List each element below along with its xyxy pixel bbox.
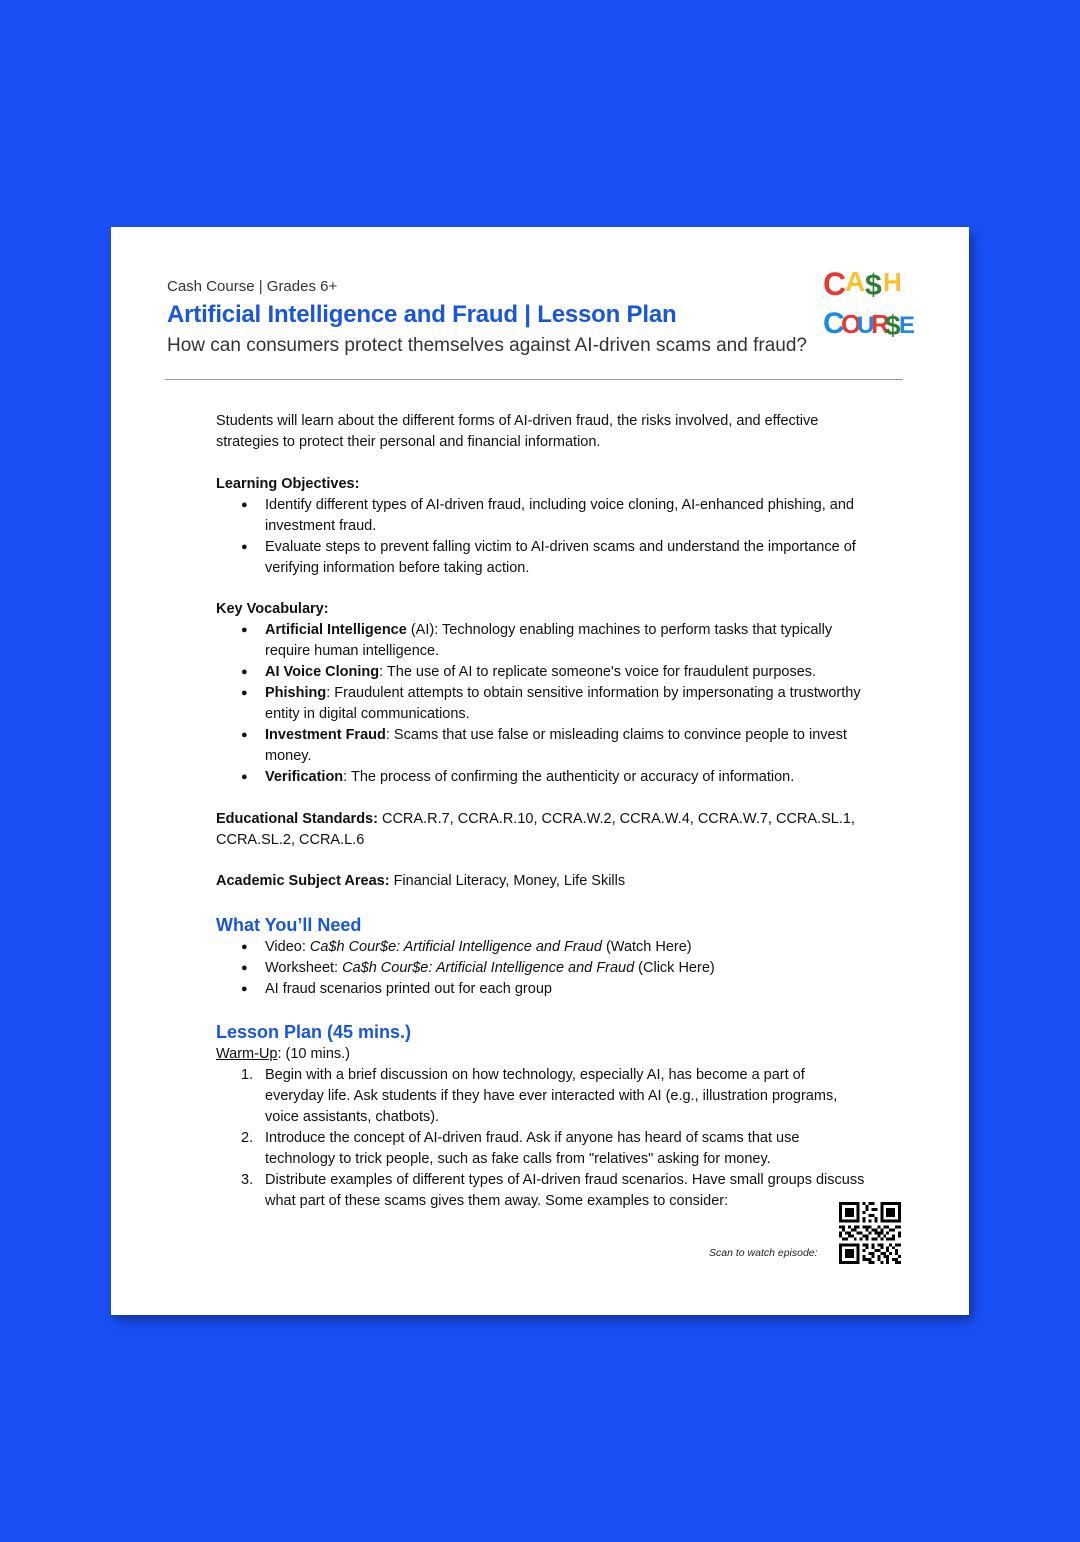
svg-text:O: O bbox=[841, 309, 862, 339]
svg-text:$: $ bbox=[865, 269, 882, 302]
click-here-link[interactable]: (Click Here) bbox=[634, 959, 715, 976]
svg-text:$: $ bbox=[885, 310, 901, 341]
svg-text:C: C bbox=[823, 307, 845, 340]
svg-text:U: U bbox=[857, 312, 875, 339]
list-item: ● Identify different types of AI-driven fraud, including voice cloning, AI-enhanced phishing, and investment fraud. bbox=[265, 495, 866, 537]
lesson-plan-page bbox=[111, 227, 969, 1315]
vocabulary-heading: Key Vocabulary: bbox=[216, 601, 329, 617]
step-item: 3. Distribute examples of different types of AI-driven fraud scenarios. Have small groups discuss what part of these scams gives them away. Some examples to consider: bbox=[241, 1172, 865, 1209]
worksheet-item: ● Worksheet: Ca$h Cour$e: Artificial Intelligence and Fraud (Click Here) bbox=[265, 958, 866, 979]
watch-here-link[interactable]: (Watch Here) bbox=[601, 938, 692, 955]
warmup-label: Warm-Up: (10 mins.) bbox=[216, 1046, 350, 1062]
vocabulary-list bbox=[216, 620, 866, 788]
vocab-item: ● AI Voice Cloning: The use of AI to replicate someone's voice for fraudulent purposes. bbox=[265, 662, 866, 683]
svg-text:A: A bbox=[845, 266, 866, 297]
svg-text:E: E bbox=[899, 312, 915, 339]
step-item: 1. Begin with a brief discussion on how technology, especially AI, has become a part of everyday life. Ask students if they have ever interacted with AI (e.g., illustration programs, voice assistants, chatbots). bbox=[241, 1067, 838, 1125]
page-title: Artificial Intelligence and Fraud | Lesson Plan bbox=[167, 301, 677, 328]
svg-text:R: R bbox=[871, 309, 890, 339]
header-divider bbox=[165, 379, 903, 380]
scenarios-item: ● AI fraud scenarios printed out for each group bbox=[265, 979, 866, 1000]
intro-text: Students will learn about the different forms of AI-driven fraud, the risks involved, and effective strategies to protect their personal and financial information. bbox=[216, 413, 819, 450]
qr-caption: Scan to watch episode: bbox=[709, 1247, 818, 1259]
svg-text:C: C bbox=[823, 266, 847, 302]
video-item: ● Video: Ca$h Cour$e: Artificial Intelligence and Fraud (Watch Here) bbox=[265, 937, 866, 958]
step-item: 2. Introduce the concept of AI-driven fraud. Ask if anyone has heard of scams that use technology to trick people, such as fake calls from "relatives" asking for money. bbox=[241, 1130, 800, 1167]
objectives-heading: Learning Objectives: bbox=[216, 475, 360, 492]
materials-list bbox=[216, 937, 866, 1000]
page-subtitle: How can consumers protect themselves against AI-driven scams and fraud? bbox=[167, 335, 807, 356]
kicker: Cash Course | Grades 6+ bbox=[167, 278, 338, 295]
lesson-plan-heading: Lesson Plan (45 mins.) bbox=[216, 1022, 412, 1042]
vocab-item: ● Verification: The process of confirming the authenticity or accuracy of information. bbox=[265, 767, 866, 788]
vocab-item: ● Artificial Intelligence (AI): Technology enabling machines to perform tasks that typically require human intelligence. bbox=[265, 620, 866, 662]
educational-standards: Educational Standards: CCRA.R.7, CCRA.R.10, CCRA.W.2, CCRA.W.4, CCRA.W.7, CCRA.SL.1, CCRA.SL.2, CCRA.L.6 bbox=[216, 810, 855, 848]
qr-code-icon[interactable] bbox=[839, 1202, 901, 1264]
header bbox=[167, 277, 867, 359]
what-you-need-heading: What You’ll Need bbox=[216, 914, 362, 935]
lesson-content bbox=[216, 411, 866, 1212]
cash-course-logo bbox=[821, 261, 915, 341]
vocab-item: ● Phishing: Fraudulent attempts to obtain sensitive information by impersonating a trustworthy entity in digital communications. bbox=[265, 683, 866, 725]
warmup-steps bbox=[216, 1065, 866, 1212]
list-item: ● Evaluate steps to prevent falling victim to AI-driven scams and understand the importance of verifying information before taking action. bbox=[265, 537, 866, 579]
svg-text:H: H bbox=[883, 267, 902, 297]
objectives-list bbox=[216, 495, 866, 579]
vocab-item: ● Investment Fraud: Scams that use false or misleading claims to convince people to invest money. bbox=[265, 725, 866, 767]
subject-areas: Academic Subject Areas: Financial Literacy, Money, Life Skills bbox=[216, 873, 626, 889]
